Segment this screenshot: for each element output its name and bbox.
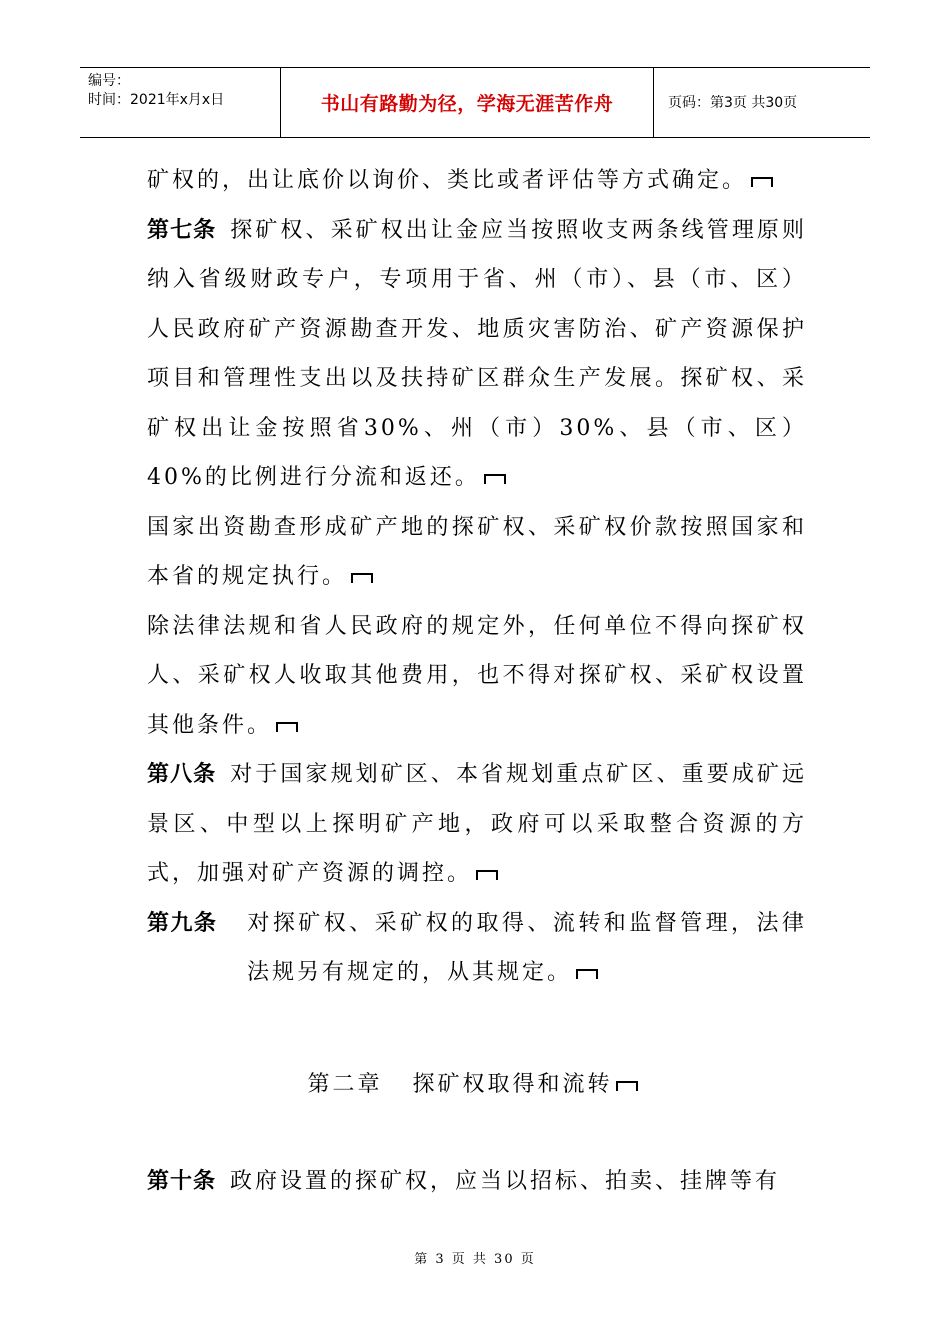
article-text: 对探矿权、采矿权的取得、流转和监督管理，法律法规另有规定的，从其规定。 — [247, 910, 807, 985]
paragraph-mark-icon — [480, 471, 510, 485]
article-text: 政府设置的探矿权，应当以招标、拍卖、挂牌等有 — [230, 1169, 781, 1194]
article-title: 第八条 — [147, 762, 217, 787]
paragraph-mark-icon — [612, 1078, 642, 1092]
header-motto: 书山有路勤为径，学海无涯苦作舟 — [320, 93, 614, 115]
header-motto-cell — [280, 68, 654, 137]
paragraph — [147, 156, 807, 206]
paragraph-text: 除法律法规和省人民政府的规定外，任何单位不得向探矿权人、采矿权人收取其他费用，也不得对探矿权、采矿权设置其他条件。 — [147, 613, 807, 738]
article-8 — [147, 750, 807, 899]
article-title: 第十条 — [147, 1169, 217, 1194]
document-number-label: 编号： — [88, 73, 130, 89]
paragraph — [147, 602, 807, 751]
article-7 — [147, 206, 807, 503]
paragraph-mark-icon — [572, 966, 602, 980]
paragraph-mark-icon — [347, 570, 377, 584]
header-page-number: 页码：第3页 共30页 — [668, 94, 798, 111]
page-footer — [0, 1248, 950, 1267]
chapter-heading — [0, 1060, 950, 1109]
paragraph — [147, 503, 807, 602]
document-body-continued — [147, 1157, 807, 1207]
paragraph-mark-icon — [747, 174, 777, 188]
paragraph-text: 矿权的，出让底价以询价、类比或者评估等方式确定。 — [147, 168, 748, 193]
article-10 — [147, 1157, 807, 1207]
article-9 — [147, 899, 807, 998]
article-text: 探矿权、采矿权出让金应当按照收支两条线管理原则纳入省级财政专户，专项用于省、州（市）、县（市、区）人民政府矿产资源勘查开发、地质灾害防治、矿产资源保护项目和管理性支出以及扶持矿区群众生产发展。探矿权、采矿权出让金按照省30%、州（市）30%、县（市、区）40%的比例进行分流和返还。 — [147, 217, 807, 490]
chapter-title: 第二章 探矿权取得和流转 — [307, 1072, 613, 1097]
article-title: 第九条 — [147, 910, 218, 936]
article-text: 对于国家规划矿区、本省规划重点矿区、重要成矿远景区、中型以上探明矿产地，政府可以采取整合资源的方式，加强对矿产资源的调控。 — [147, 762, 807, 886]
paragraph-mark-icon — [272, 719, 302, 733]
header-meta — [80, 68, 280, 137]
document-body — [147, 156, 807, 998]
page-header — [80, 67, 870, 138]
paragraph-text: 国家出资勘查形成矿产地的探矿权、采矿权价款按照国家和本省的规定执行。 — [147, 514, 807, 589]
article-title: 第七条 — [147, 217, 217, 243]
header-page-cell — [654, 68, 884, 137]
paragraph-mark-icon — [472, 867, 502, 881]
footer-page-number: 第 3 页 共 30 页 — [414, 1252, 536, 1267]
document-date: 时间：2021年x月x日 — [88, 92, 225, 108]
